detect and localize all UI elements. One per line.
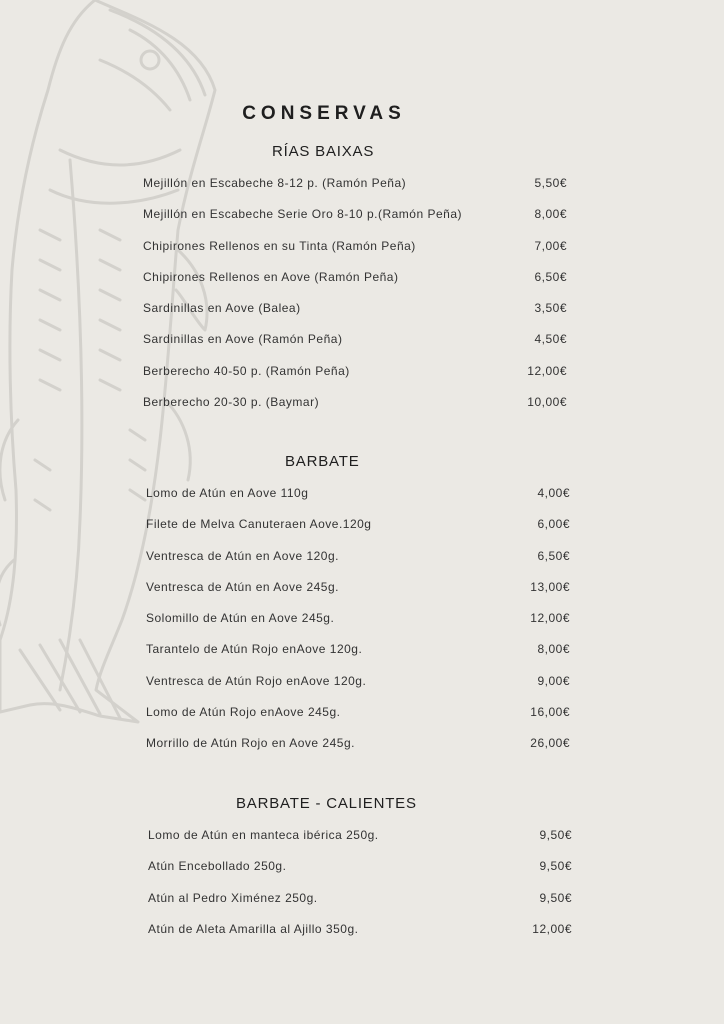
item-name: Atún Encebollado 250g. <box>148 859 287 874</box>
section-title: BARBATE <box>285 453 360 470</box>
item-price: 9,00€ <box>537 673 570 688</box>
item-name: Sardinillas en Aove (Ramón Peña) <box>143 332 343 347</box>
item-price: 13,00€ <box>530 579 570 594</box>
menu-item <box>148 922 572 953</box>
menu-item <box>143 207 567 238</box>
item-name: Ventresca de Atún en Aove 245g. <box>146 579 339 594</box>
item-price: 6,00€ <box>537 517 570 532</box>
item-name: Tarantelo de Atún Rojo enAove 120g. <box>146 642 363 657</box>
menu-item <box>146 611 570 642</box>
menu-item <box>146 486 570 517</box>
item-price: 12,00€ <box>532 921 572 936</box>
item-name: Sardinillas en Aove (Balea) <box>143 301 301 316</box>
item-name: Atún al Pedro Ximénez 250g. <box>148 890 318 905</box>
item-price: 5,50€ <box>534 176 567 190</box>
item-name: Filete de Melva Canuteraen Aove.120g <box>146 517 372 532</box>
menu-item <box>146 549 570 580</box>
item-name: Lomo de Atún Rojo enAove 245g. <box>146 705 341 720</box>
item-name: Mejillón en Escabeche 8-12 p. (Ramón Peña) <box>143 176 407 190</box>
item-price: 12,00€ <box>530 611 570 626</box>
item-price: 4,50€ <box>534 332 567 347</box>
item-name: Solomillo de Atún en Aove 245g. <box>146 611 335 626</box>
item-price: 8,00€ <box>537 642 570 657</box>
menu-item <box>146 642 570 673</box>
item-name: Berberecho 20-30 p. (Baymar) <box>143 395 320 410</box>
item-price: 9,50€ <box>539 828 572 842</box>
item-price: 10,00€ <box>527 395 567 410</box>
page-title: CONSERVAS <box>242 103 406 124</box>
item-price: 16,00€ <box>530 705 570 720</box>
item-name: Berberecho 40-50 p. (Ramón Peña) <box>143 363 350 378</box>
item-name: Mejillón en Escabeche Serie Oro 8-10 p.(Ramón Peña) <box>143 207 462 222</box>
menu-item <box>146 580 570 611</box>
section-title: RÍAS BAIXAS <box>272 143 375 160</box>
menu-item <box>146 705 570 736</box>
item-price: 9,50€ <box>539 890 572 905</box>
item-name: Chipirones Rellenos en su Tinta (Ramón Peña) <box>143 238 416 253</box>
menu-item <box>146 736 570 767</box>
menu-item <box>143 395 567 426</box>
item-name: Atún de Aleta Amarilla al Ajillo 350g. <box>148 921 359 936</box>
item-price: 12,00€ <box>527 363 567 378</box>
menu-item <box>143 364 567 395</box>
item-name: Ventresca de Atún Rojo enAove 120g. <box>146 673 367 688</box>
menu-item <box>143 301 567 332</box>
item-price: 6,50€ <box>534 269 567 284</box>
menu-item <box>146 517 570 548</box>
menu-item <box>143 176 567 207</box>
section-title: BARBATE - CALIENTES <box>236 795 417 812</box>
item-price: 9,50€ <box>539 859 572 874</box>
menu-item <box>148 859 572 890</box>
item-name: Ventresca de Atún en Aove 120g. <box>146 548 339 563</box>
item-price: 26,00€ <box>530 736 570 751</box>
menu-item <box>148 891 572 922</box>
item-price: 8,00€ <box>534 207 567 222</box>
item-name: Lomo de Atún en Aove 110g <box>146 486 309 500</box>
item-price: 3,50€ <box>534 301 567 316</box>
menu-item <box>143 239 567 270</box>
menu-item <box>146 674 570 705</box>
item-price: 7,00€ <box>534 238 567 253</box>
menu-item <box>143 270 567 301</box>
item-name: Morrillo de Atún Rojo en Aove 245g. <box>146 736 355 751</box>
menu-list <box>148 828 572 953</box>
item-price: 6,50€ <box>537 548 570 563</box>
menu-list <box>146 486 570 768</box>
menu-item <box>148 828 572 859</box>
item-name: Chipirones Rellenos en Aove (Ramón Peña) <box>143 269 399 284</box>
menu-list <box>143 176 567 426</box>
menu-item <box>143 332 567 363</box>
item-name: Lomo de Atún en manteca ibérica 250g. <box>148 828 379 842</box>
item-price: 4,00€ <box>537 486 570 500</box>
